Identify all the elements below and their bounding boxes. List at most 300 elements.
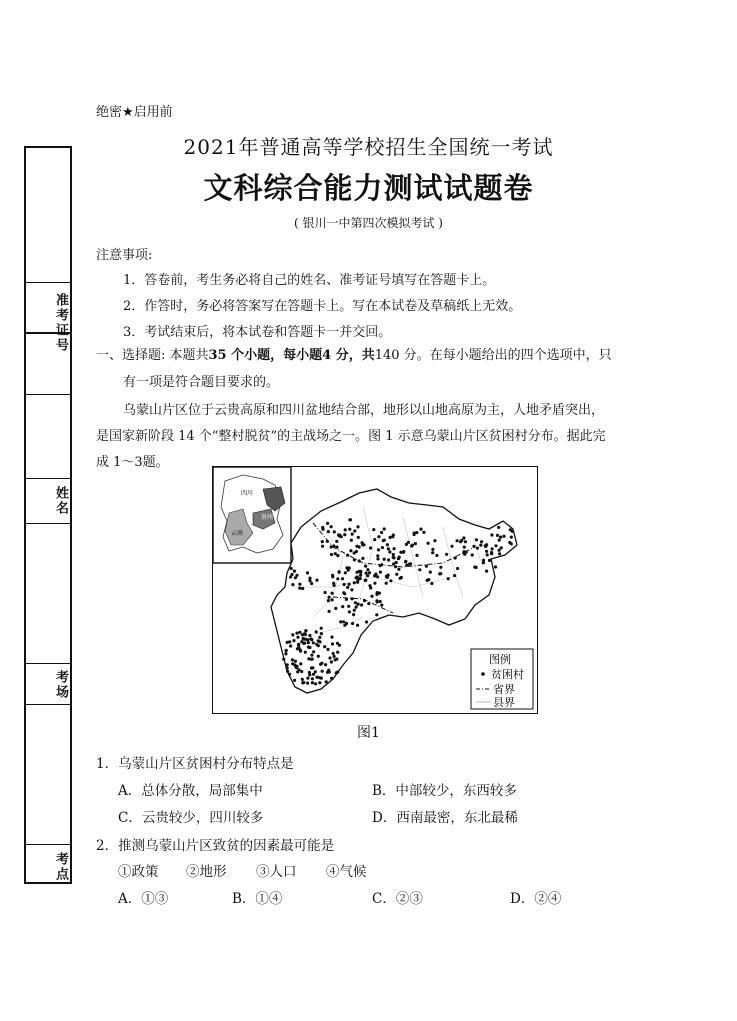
village-dot — [456, 567, 459, 570]
village-dot — [298, 631, 301, 634]
village-dot — [486, 553, 489, 556]
village-dot — [419, 528, 422, 531]
village-dot — [330, 660, 333, 663]
notice-heading: 注意事项: — [96, 248, 153, 263]
village-dot — [473, 566, 476, 569]
village-dot — [376, 554, 379, 557]
strip-divider — [26, 844, 70, 845]
village-dot — [364, 565, 367, 568]
village-dot — [344, 528, 347, 531]
village-dot — [332, 652, 335, 655]
village-dot — [333, 655, 336, 658]
village-dot — [393, 547, 396, 550]
village-dot — [295, 632, 298, 635]
paper-title: 文科综合能力测试试题卷 — [203, 171, 534, 205]
village-dot — [377, 535, 380, 538]
strip-divider — [26, 394, 70, 395]
village-dot — [328, 596, 331, 599]
village-dot — [314, 682, 317, 685]
village-dot — [439, 566, 442, 569]
question-2-factor-4: ④气候 — [326, 864, 367, 880]
village-dot — [321, 526, 324, 529]
village-dot — [306, 677, 309, 680]
village-dot — [330, 636, 333, 639]
village-dot — [304, 651, 307, 654]
village-dot — [368, 571, 371, 574]
village-dot — [348, 528, 351, 531]
village-dot — [328, 610, 331, 613]
village-dot — [387, 558, 390, 561]
village-dot — [471, 553, 474, 556]
village-dot — [311, 681, 314, 684]
village-dot — [375, 613, 378, 616]
village-dot — [490, 552, 493, 555]
strip-divider — [26, 663, 70, 664]
village-dot — [315, 579, 318, 582]
village-dot — [320, 677, 323, 680]
village-dot — [298, 583, 301, 586]
village-dot — [309, 637, 312, 640]
village-dot — [459, 540, 462, 543]
village-dot — [317, 639, 320, 642]
section-heading-part-2: 35 个小题，每小题 — [208, 348, 323, 363]
village-dot — [357, 536, 360, 539]
village-dot — [355, 550, 358, 553]
village-dot — [320, 627, 323, 630]
village-dot — [307, 641, 310, 644]
notice-item-3: 3．考试结束后，将本试卷和答题卡一并交回。 — [123, 325, 392, 340]
village-dot — [391, 535, 394, 538]
village-dot — [338, 534, 341, 537]
strip-label-exam-room: 考场 — [53, 670, 68, 700]
village-dot — [317, 644, 320, 647]
village-dot — [328, 656, 331, 659]
village-dot — [380, 604, 383, 607]
village-dot — [383, 539, 386, 542]
village-dot — [317, 655, 320, 658]
legend-village-label: 贫困村 — [491, 668, 524, 681]
village-dot — [351, 597, 354, 600]
poverty-village-map — [212, 466, 538, 714]
village-dot — [321, 540, 324, 543]
village-dot — [389, 579, 392, 582]
village-dot — [379, 600, 382, 603]
village-dot — [306, 638, 309, 641]
strip-label-exam-id: 准考证号 — [53, 293, 68, 353]
village-dot — [376, 575, 379, 578]
village-dot — [482, 559, 485, 562]
village-dot — [351, 533, 354, 536]
village-dot — [395, 573, 398, 576]
village-dot — [284, 652, 287, 655]
village-dot — [454, 556, 457, 559]
village-dot — [510, 536, 513, 539]
village-dot — [356, 624, 359, 627]
village-dot — [372, 528, 375, 531]
strip-label-name: 姓名 — [53, 486, 68, 516]
village-dot — [402, 550, 405, 553]
village-dot — [308, 634, 311, 637]
village-dot — [456, 539, 459, 542]
village-dot — [353, 558, 356, 561]
village-dot — [308, 579, 311, 582]
village-dot — [286, 666, 289, 669]
section-heading — [96, 343, 656, 369]
village-dot — [286, 641, 289, 644]
village-dot — [367, 602, 370, 605]
village-dot — [363, 599, 366, 602]
village-dot — [366, 574, 369, 577]
question-1-option-d: D．西南最密，东北最稀 — [372, 810, 518, 826]
village-dot — [299, 650, 302, 653]
village-dot — [321, 670, 324, 673]
village-dot — [310, 582, 313, 585]
village-dot — [315, 676, 318, 679]
village-dot — [450, 545, 453, 548]
village-dot — [298, 587, 301, 590]
village-dot — [288, 673, 291, 676]
village-dot — [300, 670, 303, 673]
confidential-label: 绝密★启用前 — [96, 105, 173, 120]
village-dot — [326, 648, 329, 651]
village-dot — [296, 636, 299, 639]
village-dot — [498, 539, 501, 542]
village-dot — [323, 645, 326, 648]
village-dot — [304, 633, 307, 636]
village-dot — [338, 570, 341, 573]
village-dot — [364, 579, 367, 582]
village-dot — [318, 636, 321, 639]
village-dot — [342, 591, 345, 594]
village-dot — [397, 568, 400, 571]
village-dot — [360, 603, 363, 606]
village-dot — [289, 644, 292, 647]
village-dot — [353, 529, 356, 532]
section-heading-part-3: 4 分，共 — [322, 348, 375, 363]
strip-divider — [26, 704, 70, 705]
village-dot — [462, 536, 465, 539]
question-1-option-b: B．中部较少，东西较多 — [372, 783, 517, 799]
village-dot — [350, 539, 353, 542]
village-dot — [480, 540, 483, 543]
village-dot — [369, 586, 372, 589]
village-dot — [324, 591, 327, 594]
inset-label-sichuan: 四川 — [241, 490, 254, 497]
village-dot — [336, 554, 339, 557]
passage-line-2: 是国家新阶段 14 个“整村脱贫”的主战场之一。图 1 示意乌蒙山片区贫困村分布。据此完 — [96, 429, 606, 444]
village-dot — [286, 670, 289, 673]
village-dot — [346, 586, 349, 589]
village-dot — [331, 642, 334, 645]
village-dot — [377, 548, 380, 551]
village-dot — [285, 649, 288, 652]
question-1-option-a: A．总体分散，局部集中 — [118, 783, 263, 799]
village-dot — [355, 606, 358, 609]
village-dot — [392, 553, 395, 556]
village-dot — [349, 518, 352, 521]
village-dot — [342, 620, 345, 623]
village-dot — [345, 598, 348, 601]
village-dot — [327, 530, 330, 533]
village-dot — [502, 535, 505, 538]
notice-item-1: 1．答卷前，考生务必将自己的姓名、准考证号填写在答题卡上。 — [123, 273, 496, 288]
question-2-option-b: B．①④ — [232, 891, 283, 907]
village-dot — [291, 658, 294, 661]
village-dot — [297, 643, 300, 646]
village-dot — [303, 638, 306, 641]
village-dot — [326, 522, 329, 525]
village-dot — [463, 546, 466, 549]
village-dot — [370, 595, 373, 598]
village-dot — [339, 620, 342, 623]
section-heading-part-1: 一、选择题: 本题共 — [96, 348, 209, 363]
village-dot — [491, 547, 494, 550]
village-dot — [308, 671, 311, 674]
village-dot — [373, 538, 376, 541]
village-dot — [306, 571, 309, 574]
village-dot — [453, 574, 456, 577]
question-2-factor-3: ③人口 — [256, 864, 297, 880]
village-dot — [476, 547, 479, 550]
village-dot — [335, 546, 338, 549]
village-dot — [373, 582, 376, 585]
village-dot — [376, 557, 379, 560]
village-dot — [418, 568, 421, 571]
village-dot — [310, 654, 313, 657]
village-dot — [427, 578, 430, 581]
section-heading-line-2: 有一项是符合题目要求的。 — [123, 375, 280, 390]
village-dot — [338, 644, 341, 647]
village-dot — [498, 552, 501, 555]
village-dot — [296, 665, 299, 668]
village-dot — [334, 552, 337, 555]
question-2-factor-1: ①政策 — [118, 864, 159, 880]
village-dot — [395, 561, 398, 564]
village-dot — [413, 533, 416, 536]
village-dot — [407, 541, 410, 544]
village-dot — [398, 556, 401, 559]
village-dot — [356, 525, 359, 528]
village-dot — [326, 671, 329, 674]
village-dot — [475, 538, 478, 541]
village-dot — [494, 565, 497, 568]
village-dot — [433, 539, 436, 542]
village-dot — [462, 551, 465, 554]
village-dot — [344, 571, 347, 574]
figure-caption: 图1 — [357, 725, 380, 741]
village-dot — [341, 577, 344, 580]
village-dot — [294, 660, 297, 663]
section-heading-part-4: 140 分。在每小题给出的四个选项中，只 — [374, 348, 612, 363]
village-dot — [359, 571, 362, 574]
passage-line-3: 成 1～3题。 — [96, 455, 169, 470]
village-dot — [358, 559, 361, 562]
village-dot — [381, 546, 384, 549]
village-dot — [292, 639, 295, 642]
village-dot — [320, 632, 323, 635]
village-dot — [485, 570, 488, 573]
village-dot — [312, 650, 315, 653]
village-dot — [509, 528, 512, 531]
village-dot — [293, 570, 296, 573]
village-dot — [399, 577, 402, 580]
village-dot — [447, 577, 450, 580]
village-dot — [336, 651, 339, 654]
village-dot — [365, 620, 368, 623]
village-dot — [404, 560, 407, 563]
village-dot — [326, 540, 329, 543]
village-dot — [330, 677, 333, 680]
village-dot — [376, 600, 379, 603]
village-dot — [499, 536, 502, 539]
village-dot — [290, 567, 293, 570]
village-dot — [334, 607, 337, 610]
village-dot — [494, 544, 497, 547]
village-dot — [318, 681, 321, 684]
question-1-option-c: C．云贵较少，四川较多 — [118, 810, 264, 826]
question-2-option-d: D．②④ — [510, 891, 562, 907]
village-dot — [302, 681, 305, 684]
village-dot — [282, 658, 285, 661]
village-dot — [472, 545, 475, 548]
village-dot — [415, 554, 418, 557]
village-dot — [415, 531, 418, 534]
village-dot — [335, 658, 338, 661]
village-dot — [331, 592, 334, 595]
village-dot — [496, 534, 499, 537]
village-dot — [332, 584, 335, 587]
village-dot — [312, 641, 315, 644]
village-dot — [303, 642, 306, 645]
village-dot — [306, 682, 309, 685]
village-dot — [333, 530, 336, 533]
legend-village-symbol — [481, 672, 485, 676]
village-dot — [301, 587, 304, 590]
village-dot — [307, 646, 310, 649]
village-dot — [353, 581, 356, 584]
village-dot — [490, 533, 493, 536]
village-dot — [358, 545, 361, 548]
question-1-stem: 1．乌蒙山片区贫困村分布特点是 — [96, 756, 294, 772]
village-dot — [435, 554, 438, 557]
legend-province-label: 省界 — [493, 683, 515, 696]
village-dot — [429, 571, 432, 574]
village-dot — [409, 562, 412, 565]
village-dot — [352, 613, 355, 616]
exam-subtitle: ( 银川一中第四次模拟考试 ) — [294, 216, 443, 230]
village-dot — [332, 544, 335, 547]
village-dot — [304, 629, 307, 632]
village-dot — [350, 588, 353, 591]
village-dot — [361, 543, 364, 546]
village-dot — [414, 542, 417, 545]
village-dot — [327, 599, 330, 602]
village-dot — [411, 544, 414, 547]
question-2-stem: 2．推测乌蒙山片区致贫的因素最可能是 — [96, 838, 335, 854]
village-dot — [336, 577, 339, 580]
binding-strip — [24, 146, 72, 884]
village-dot — [345, 622, 348, 625]
village-dot — [351, 622, 354, 625]
village-dot — [297, 668, 300, 671]
village-dot — [392, 556, 395, 559]
village-dot — [291, 633, 294, 636]
village-dot — [346, 554, 349, 557]
village-dot — [330, 553, 333, 556]
village-dot — [310, 666, 313, 669]
passage-line-1: 乌蒙山片区位于云贵高原和四川盆地结合部，地形以山地高原为主，人地矛盾突出， — [123, 403, 605, 418]
village-dot — [325, 680, 328, 683]
village-dot — [301, 678, 304, 681]
village-dot — [369, 546, 372, 549]
question-2-option-a: A．①③ — [118, 891, 169, 907]
strip-divider — [26, 478, 70, 479]
village-dot — [347, 569, 350, 572]
village-dot — [386, 543, 389, 546]
village-dot — [388, 550, 391, 553]
map-legend — [471, 649, 533, 709]
village-dot — [335, 540, 338, 543]
village-dot — [375, 593, 378, 596]
village-dot — [430, 582, 433, 585]
village-dot — [399, 551, 402, 554]
village-dot — [290, 573, 293, 576]
inset-label-guizhou: 贵州 — [261, 514, 274, 521]
village-dot — [385, 582, 388, 585]
village-dot — [297, 646, 300, 649]
village-dot — [349, 549, 352, 552]
village-dot — [300, 640, 303, 643]
village-dot — [347, 605, 350, 608]
village-dot — [330, 525, 333, 528]
village-dot — [357, 603, 360, 606]
village-dot — [387, 547, 390, 550]
village-dot — [324, 663, 327, 666]
village-dot — [485, 550, 488, 553]
village-dot — [291, 583, 294, 586]
village-dot — [464, 540, 467, 543]
village-dot — [500, 546, 503, 549]
notice-item-2: 2．作答时，务必将答案写在答题卡上。写在本试卷及草稿纸上无效。 — [123, 299, 522, 314]
village-dot — [356, 578, 359, 581]
village-dot — [383, 558, 386, 561]
village-dot — [295, 574, 298, 577]
inset-label-yunnan: 云南 — [231, 530, 244, 537]
village-dot — [425, 565, 428, 568]
village-dot — [366, 568, 369, 571]
village-dot — [315, 630, 318, 633]
village-dot — [438, 572, 441, 575]
question-2-option-c: C．②③ — [372, 891, 423, 907]
village-dot — [314, 670, 317, 673]
legend-county-label: 县界 — [493, 696, 515, 709]
village-dot — [319, 663, 322, 666]
village-dot — [343, 533, 346, 536]
village-dot — [445, 553, 448, 556]
village-dot — [383, 527, 386, 530]
village-dot — [497, 526, 500, 529]
exam-title: 2021年普通高等学校招生全国统一考试 — [183, 135, 554, 159]
village-dot — [380, 563, 383, 566]
strip-divider — [26, 523, 70, 524]
village-dot — [379, 571, 382, 574]
village-dot — [299, 662, 302, 665]
village-dot — [321, 545, 324, 548]
village-dot — [348, 583, 351, 586]
village-dot — [380, 531, 383, 534]
village-dot — [331, 598, 334, 601]
village-dot — [354, 601, 357, 604]
